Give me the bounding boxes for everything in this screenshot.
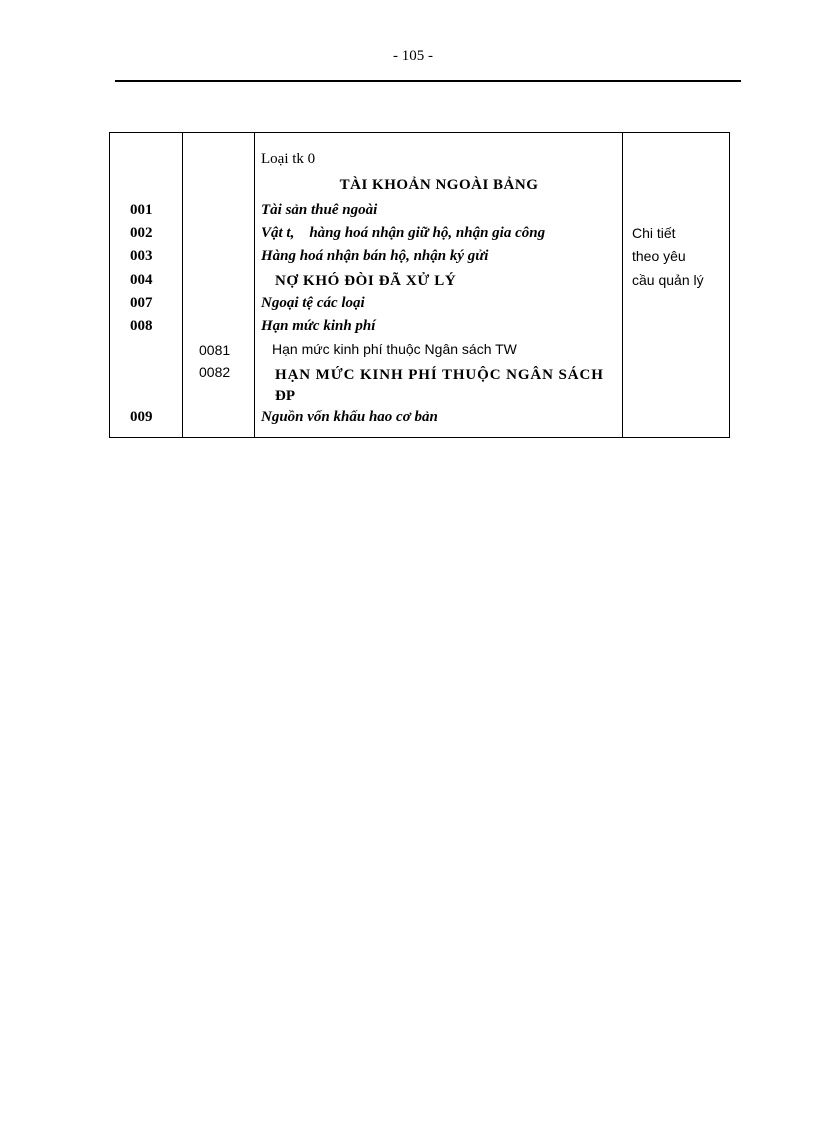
account-code-007: 007 bbox=[130, 295, 153, 311]
account-name-0082: HẠN MỨC KINH PHÍ THUỘC NGÂN SÁCH bbox=[275, 367, 604, 383]
note-column bbox=[622, 133, 730, 437]
account-name-009: Nguồn vốn khấu hao cơ bản bbox=[261, 409, 438, 425]
section-heading: TÀI KHOẢN NGOÀI BẢNG bbox=[339, 177, 539, 193]
account-name-003: Hàng hoá nhận bán hộ, nhận ký gửi bbox=[261, 248, 489, 264]
account-name-007: Ngoại tệ các loại bbox=[261, 295, 365, 311]
subaccount-code-0081: 0081 bbox=[199, 342, 231, 358]
account-name-004: NỢ KHÓ ĐÒI ĐÃ XỬ LÝ bbox=[275, 273, 457, 289]
account-name-0082-continued: ĐP bbox=[275, 388, 295, 404]
account-name-001: Tài sản thuê ngoài bbox=[261, 202, 378, 218]
account-name-002: Vật t, hàng hoá nhận giữ hộ, nhận gia công bbox=[261, 225, 546, 241]
account-name-0081: Hạn mức kinh phí thuộc Ngân sách TW bbox=[272, 341, 517, 357]
note-line-2: theo yêu bbox=[632, 248, 686, 264]
subaccount-code-0082: 0082 bbox=[199, 364, 231, 380]
account-code-002: 002 bbox=[130, 225, 153, 241]
account-code-004: 004 bbox=[130, 272, 153, 288]
account-code-003: 003 bbox=[130, 248, 153, 264]
account-code-001: 001 bbox=[130, 202, 153, 218]
subaccount-code-column bbox=[182, 133, 255, 437]
header-rule bbox=[115, 80, 741, 82]
account-code-008: 008 bbox=[130, 318, 153, 334]
account-table bbox=[109, 132, 730, 438]
page-number: - 105 - bbox=[393, 48, 433, 64]
account-name-008: Hạn mức kinh phí bbox=[261, 318, 376, 334]
account-name-column bbox=[254, 133, 623, 437]
account-code-009: 009 bbox=[130, 409, 153, 425]
group-label: Loại tk 0 bbox=[261, 151, 316, 167]
note-line-3: cầu quản lý bbox=[632, 272, 704, 288]
note-line-1: Chi tiết bbox=[632, 225, 676, 241]
account-code-column bbox=[110, 133, 182, 437]
